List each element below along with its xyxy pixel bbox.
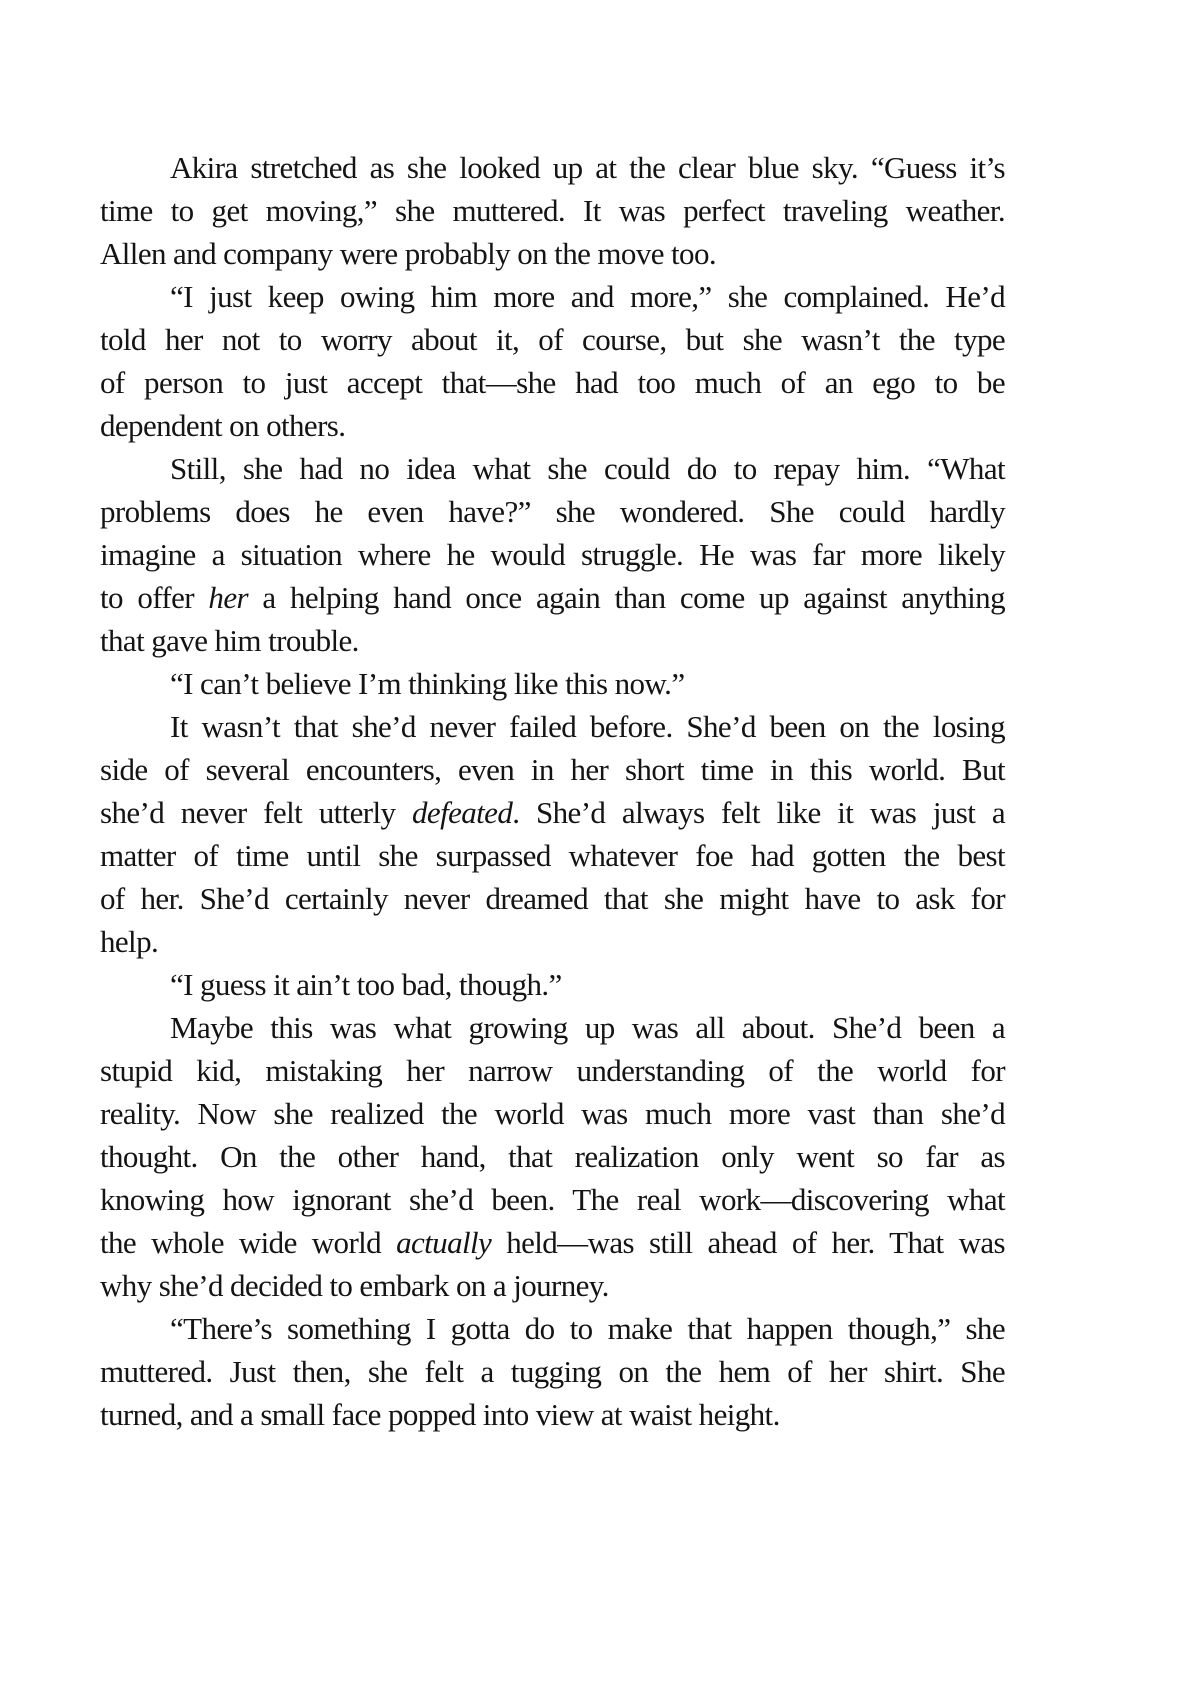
text-line — [100, 1221, 1005, 1264]
text-line — [100, 361, 1005, 404]
text-line — [100, 232, 1005, 275]
text-line — [100, 920, 1005, 963]
text-segment: time to get moving,” she muttered. It was perfect traveling weather. — [100, 193, 1005, 228]
text-segment: Still, she had no idea what she could do to repay him. “What — [170, 451, 1005, 486]
text-line — [100, 1049, 1005, 1092]
text-segment: Maybe this was what growing up was all about. She’d been a — [170, 1010, 1005, 1045]
paragraph — [100, 1006, 1005, 1307]
emphasis-text: actually — [396, 1225, 492, 1260]
paragraph — [100, 662, 1005, 705]
book-page-body — [100, 146, 1005, 1436]
text-segment: dependent on others. — [100, 408, 346, 443]
text-line — [100, 1178, 1005, 1221]
text-segment: of person to just accept that—she had too much of an ego to be — [100, 365, 1005, 400]
text-segment: . She’d always felt like it was just a — [512, 795, 1005, 830]
text-line — [100, 404, 1005, 447]
text-line — [100, 275, 1005, 318]
text-segment: “There’s something I gotta do to make that happen though,” she — [170, 1311, 1005, 1346]
text-segment: she’d never felt utterly — [100, 795, 413, 830]
text-segment: of her. She’d certainly never dreamed that she might have to ask for — [100, 881, 1005, 916]
text-line — [100, 963, 1005, 1006]
text-segment: “I guess it ain’t too bad, though.” — [170, 967, 562, 1002]
paragraph — [100, 447, 1005, 662]
text-segment: side of several encounters, even in her short time in this world. But — [100, 752, 1005, 787]
text-line — [100, 576, 1005, 619]
text-line — [100, 662, 1005, 705]
text-line — [100, 1307, 1005, 1350]
text-segment: reality. Now she realized the world was much more vast than she’d — [100, 1096, 1005, 1131]
text-line — [100, 1092, 1005, 1135]
emphasis-text: her — [208, 580, 248, 615]
text-segment: why she’d decided to embark on a journey. — [100, 1268, 609, 1303]
text-segment: help. — [100, 924, 159, 959]
emphasis-text: defeated — [412, 795, 513, 830]
text-line — [100, 1393, 1005, 1436]
text-segment: a helping hand once again than come up against anything — [247, 580, 1005, 615]
text-line — [100, 490, 1005, 533]
paragraph — [100, 705, 1005, 963]
text-line — [100, 1135, 1005, 1178]
paragraph — [100, 275, 1005, 447]
text-line — [100, 748, 1005, 791]
text-segment: to offer — [100, 580, 209, 615]
text-line — [100, 834, 1005, 877]
text-segment: It wasn’t that she’d never failed before. She’d been on the losing — [170, 709, 1005, 744]
text-segment: “I can’t believe I’m thinking like this now.” — [170, 666, 685, 701]
text-line — [100, 318, 1005, 361]
text-segment: Akira stretched as she looked up at the clear blue sky. “Guess it’s — [170, 150, 1005, 185]
paragraph — [100, 146, 1005, 275]
text-segment: “I just keep owing him more and more,” she complained. He’d — [170, 279, 1005, 314]
text-segment: knowing how ignorant she’d been. The real work—discovering what — [100, 1182, 1005, 1217]
text-segment: imagine a situation where he would struggle. He was far more likely — [100, 537, 1005, 572]
paragraph — [100, 1307, 1005, 1436]
text-segment: stupid kid, mistaking her narrow understanding of the world for — [100, 1053, 1005, 1088]
text-line — [100, 447, 1005, 490]
text-line — [100, 533, 1005, 576]
text-line — [100, 619, 1005, 662]
paragraph — [100, 963, 1005, 1006]
text-segment: held—was still ahead of her. That was — [491, 1225, 1005, 1260]
text-segment: muttered. Just then, she felt a tugging on the hem of her shirt. She — [100, 1354, 1005, 1389]
text-segment: thought. On the other hand, that realization only went so far as — [100, 1139, 1005, 1174]
text-line — [100, 189, 1005, 232]
text-line — [100, 1350, 1005, 1393]
text-line — [100, 146, 1005, 189]
text-line — [100, 1264, 1005, 1307]
text-line — [100, 705, 1005, 748]
text-line — [100, 877, 1005, 920]
text-segment: that gave him trouble. — [100, 623, 359, 658]
text-segment: Allen and company were probably on the move too. — [100, 236, 716, 271]
text-segment: matter of time until she surpassed whatever foe had gotten the best — [100, 838, 1005, 873]
text-segment: the whole wide world — [100, 1225, 397, 1260]
text-line — [100, 791, 1005, 834]
text-segment: turned, and a small face popped into view at waist height. — [100, 1397, 780, 1432]
text-line — [100, 1006, 1005, 1049]
text-segment: problems does he even have?” she wondered. She could hardly — [100, 494, 1005, 529]
text-segment: told her not to worry about it, of course, but she wasn’t the type — [100, 322, 1005, 357]
